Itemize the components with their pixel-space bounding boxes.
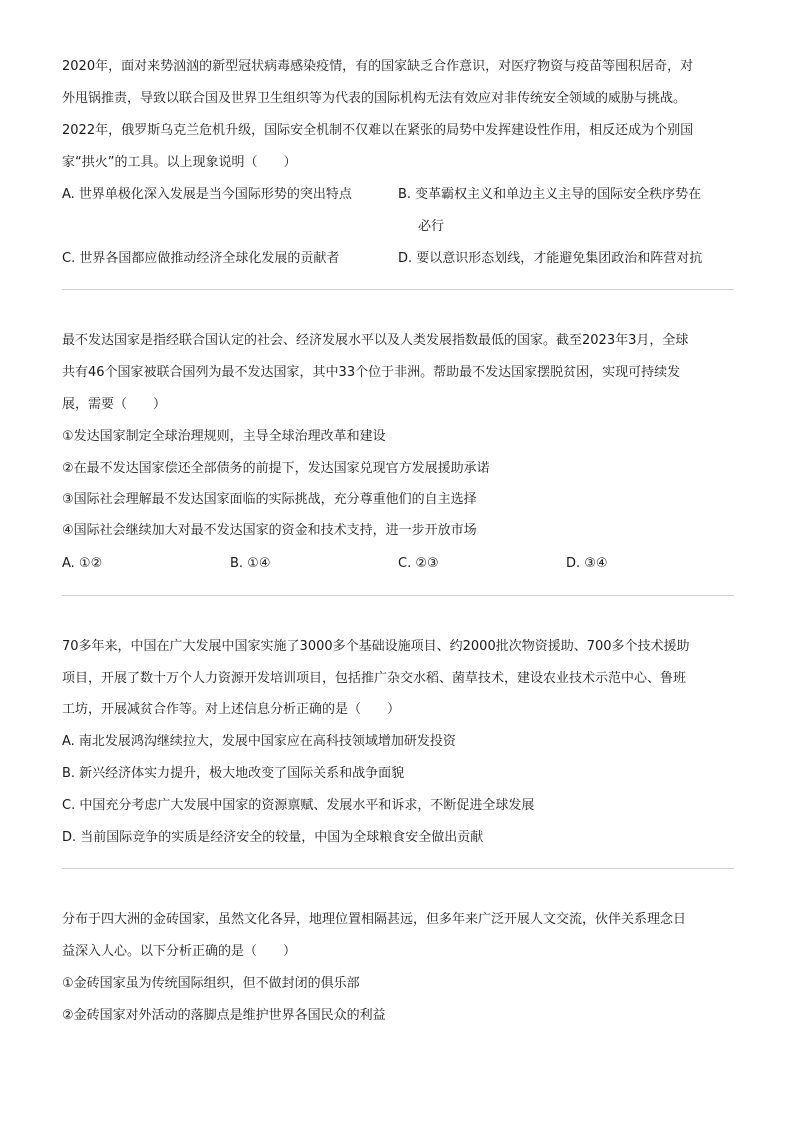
question-2-statement-2: ②在最不发达国家偿还全部债务的前提下，发达国家兑现官方发展援助承诺 [62, 461, 490, 476]
question-2-option-b[interactable]: B. ①④ [230, 556, 271, 571]
question-1-stem-line: 家“拱火”的工具。以上现象说明（ ） [62, 155, 297, 170]
question-2-statement-4: ④国际社会继续加大对最不发达国家的资金和技术支持，进一步开放市场 [62, 523, 477, 538]
question-1-option-b-continued: 必行 [418, 219, 445, 234]
question-1-option-a[interactable]: A. 世界单极化深入发展是当今国际形势的突出特点 [62, 187, 352, 202]
question-4-stem-line: 分布于四大洲的金砖国家，虽然文化各异，地理位置相隔甚远，但多年来广泛开展人文交流，伙伴关系理念日 [62, 912, 687, 927]
question-1-option-d[interactable]: D. 要以意识形态划线，才能避免集团政治和阵营对抗 [398, 251, 703, 266]
question-2-stem-line: 共有46个国家被联合国列为最不发达国家，其中33个位于非洲。帮助最不发达国家摆脱贫困，实现可持续发 [62, 365, 681, 380]
question-divider [62, 595, 734, 596]
question-2-statement-1: ①发达国家制定全球治理规则，主导全球治理改革和建设 [62, 429, 386, 444]
question-1-option-c[interactable]: C. 世界各国都应做推动经济全球化发展的贡献者 [62, 251, 340, 266]
question-1-option-b[interactable]: B. 变革霸权主义和单边主义主导的国际安全秩序势在 [398, 187, 702, 202]
question-2-option-d[interactable]: D. ③④ [566, 556, 608, 571]
question-3-option-b[interactable]: B. 新兴经济体实力提升，极大地改变了国际关系和战争面貌 [62, 766, 405, 781]
question-3-option-d[interactable]: D. 当前国际竞争的实质是经济安全的较量，中国为全球粮食安全做出贡献 [62, 830, 484, 845]
question-3-stem-line: 70多年来，中国在广大发展中国家实施了3000多个基础设施项目、约2000批次物资援助、700多个技术援助 [62, 639, 690, 654]
question-3-option-a[interactable]: A. 南北发展鸿沟继续拉大，发展中国家应在高科技领域增加研发投资 [62, 734, 456, 749]
question-2-statement-3: ③国际社会理解最不发达国家面临的实际挑战，充分尊重他们的自主选择 [62, 492, 477, 507]
question-1-stem-line: 2020年，面对来势汹汹的新型冠状病毒感染疫情，有的国家缺乏合作意识，对医疗物资与疫苗等囤积居奇，对 [62, 59, 694, 74]
question-2-stem-line: 展，需要（ ） [62, 397, 167, 412]
question-3-option-c[interactable]: C. 中国充分考虑广大发展中国家的资源禀赋、发展水平和诉求，不断促进全球发展 [62, 798, 535, 813]
question-3-stem-line: 工坊，开展减贫合作等。对上述信息分析正确的是（ ） [62, 702, 401, 717]
question-4-statement-2: ②金砖国家对外活动的落脚点是维护世界各国民众的利益 [62, 1008, 386, 1023]
question-2-option-a[interactable]: A. ①② [62, 556, 103, 571]
question-divider [62, 289, 734, 290]
question-3-stem-line: 项目，开展了数十万个人力资源开发培训项目，包括推广杂交水稻、菌草技术，建设农业技术示范中心、鲁班 [62, 671, 687, 686]
question-2-stem-line: 最不发达国家是指经联合国认定的社会、经济发展水平以及人类发展指数最低的国家。截至2023年3月，全球 [62, 333, 689, 348]
question-1-stem-line: 外甩锅推责，导致以联合国及世界卫生组织等为代表的国际机构无法有效应对非传统安全领域的威胁与挑战。 [62, 91, 687, 106]
question-divider [62, 868, 734, 869]
question-2-option-c[interactable]: C. ②③ [398, 556, 439, 571]
question-4-statement-1: ①金砖国家虽为传统国际组织，但不做封闭的俱乐部 [62, 976, 360, 991]
question-1-stem-line: 2022年，俄罗斯乌克兰危机升级，国际安全机制不仅难以在紧张的局势中发挥建设性作用，相反还成为个别国 [62, 123, 694, 138]
question-4-stem-line: 益深入人心。以下分析正确的是（ ） [62, 944, 297, 959]
